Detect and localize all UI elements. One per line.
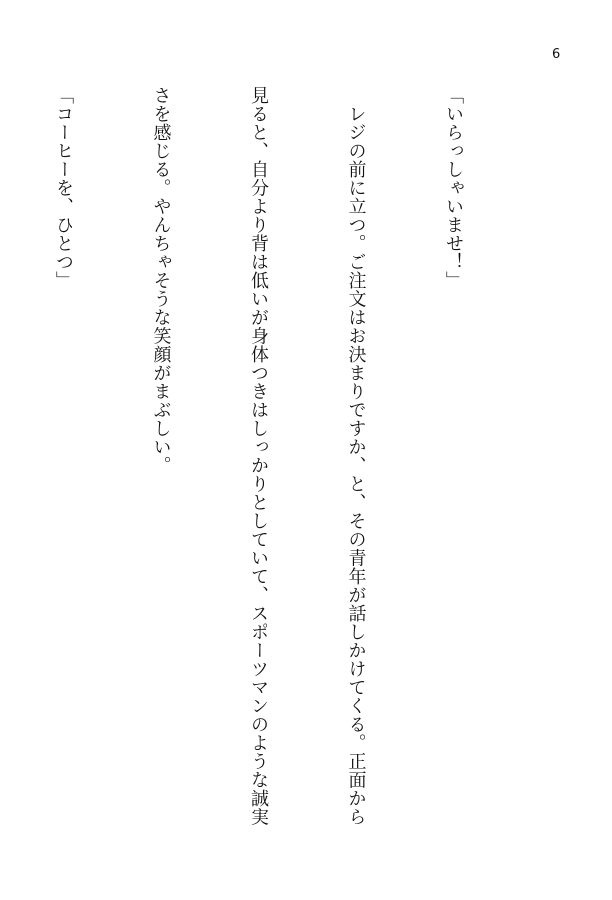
text-line-4: さを感じる。やんちゃそうな笑顔がまぶしい。 [150,86,172,475]
text-line-3: 見ると、自分より背は低いが身体つきはしっかりとしていて、スポーツマンのような誠実 [248,86,269,826]
text-line-2: レジの前に立つ。ご注文はお決まりですか、と、その青年が話しかけてくる。正面から [345,86,367,826]
page-number: 6 [552,47,561,62]
vertical-text-block [53,86,534,826]
text-line-5: 「コーヒーを、ひとつ」 [53,86,74,290]
text-line-1: 「いらっしゃいませ！」 [443,86,464,290]
